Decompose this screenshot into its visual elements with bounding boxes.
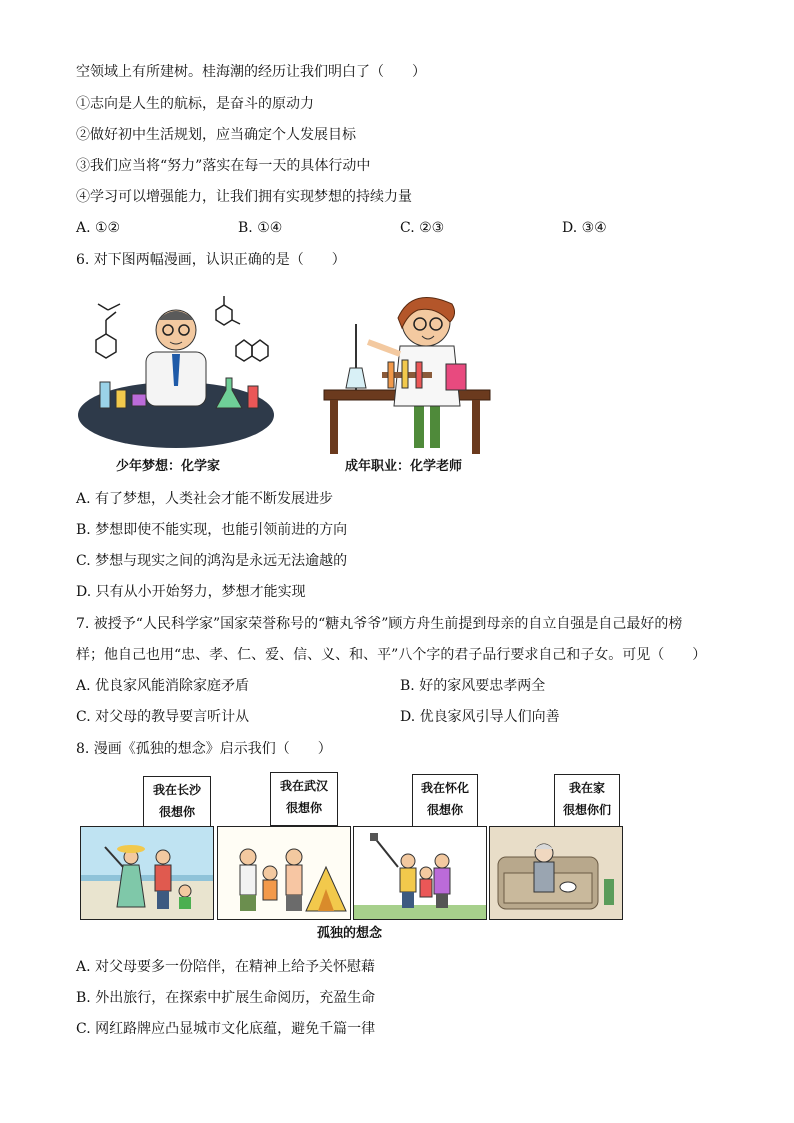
q8-stem: 8. 漫画《孤独的想念》启示我们（ ）	[76, 741, 332, 757]
bubble-line: 我在长沙	[152, 783, 201, 797]
bubble-line: 很想你们	[562, 803, 611, 817]
q7-option-a: A. 优良家风能消除家庭矛盾	[76, 678, 250, 694]
bubble-line: 我在家	[568, 781, 605, 795]
q8-bubble-huaihua	[412, 774, 478, 828]
bubble-line: 很想你	[158, 805, 195, 819]
teacher-cartoon	[322, 284, 492, 456]
q5-statement-3: ③我们应当将“努力”落实在每一天的具体行动中	[76, 158, 371, 174]
home-scene	[490, 827, 622, 919]
q6-option-c: C. 梦想与现实之间的鸿沟是永远无法逾越的	[76, 553, 348, 569]
q5-statement-4: ④学习可以增强能力，让我们拥有实现梦想的持续力量	[76, 189, 412, 205]
q7-stem-line1: 7. 被授予“人民科学家”国家荣誉称号的“糖丸爷爷”顾方舟生前提到母亲的自立自强是自己最好的榜	[76, 616, 683, 632]
q8-option-a: A. 对父母要多一份陪伴，在精神上给予关怀慰藉	[76, 959, 376, 975]
bubble-line: 很想你	[426, 803, 463, 817]
q5-option-b: B. ①④	[238, 220, 283, 236]
q6-caption-right: 成年职业：化学老师	[345, 459, 463, 474]
q5-option-c: C. ②③	[400, 220, 445, 236]
q8-option-c: C. 网红路牌应凸显城市文化底蕴，避免千篇一律	[76, 1021, 376, 1037]
selfie-scene	[354, 827, 486, 919]
q7-option-b: B. 好的家风要忠孝两全	[400, 678, 546, 694]
bubble-line: 我在武汉	[279, 779, 328, 793]
q8-panel-selfie	[353, 826, 487, 920]
chemist-cartoon	[76, 290, 276, 450]
q8-caption: 孤独的想念	[317, 926, 383, 941]
q8-option-b: B. 外出旅行，在探索中扩展生命阅历，充盈生命	[76, 990, 376, 1006]
q5-option-d: D. ③④	[562, 220, 607, 236]
q8-panel-home	[489, 826, 623, 920]
bubble-line: 很想你	[285, 801, 322, 815]
q6-option-b: B. 梦想即使不能实现，也能引领前进的方向	[76, 522, 348, 538]
q8-panel-beach	[80, 826, 214, 920]
q6-stem: 6. 对下图两幅漫画，认识正确的是（ ）	[76, 252, 346, 268]
bubble-line: 我在怀化	[420, 781, 469, 795]
q5-statement-1: ①志向是人生的航标，是奋斗的原动力	[76, 96, 314, 112]
q6-caption-left: 少年梦想：化学家	[116, 459, 221, 474]
q8-panel-camping	[217, 826, 351, 920]
q5-stem-tail: 空领域上有所建树。桂海潮的经历让我们明白了（ ）	[76, 64, 426, 80]
q6-option-d: D. 只有从小开始努力，梦想才能实现	[76, 584, 306, 600]
q7-option-d: D. 优良家风引导人们向善	[400, 709, 560, 725]
q8-bubble-wuhan	[270, 772, 338, 826]
q5-statement-2: ②做好初中生活规划，应当确定个人发展目标	[76, 127, 356, 143]
q5-option-a: A. ①②	[76, 220, 121, 236]
camping-scene	[218, 827, 350, 919]
q8-bubble-changsha	[143, 776, 211, 830]
beach-scene	[81, 827, 213, 919]
q6-option-a: A. 有了梦想，人类社会才能不断发展进步	[76, 491, 334, 507]
q7-option-c: C. 对父母的教导要言听计从	[76, 709, 250, 725]
q7-stem-line2: 样；他自己也用“忠、孝、仁、爱、信、义、和、平”八个字的君子品行要求自己和子女。可见（ ）	[76, 647, 707, 663]
q8-bubble-home	[554, 774, 620, 828]
